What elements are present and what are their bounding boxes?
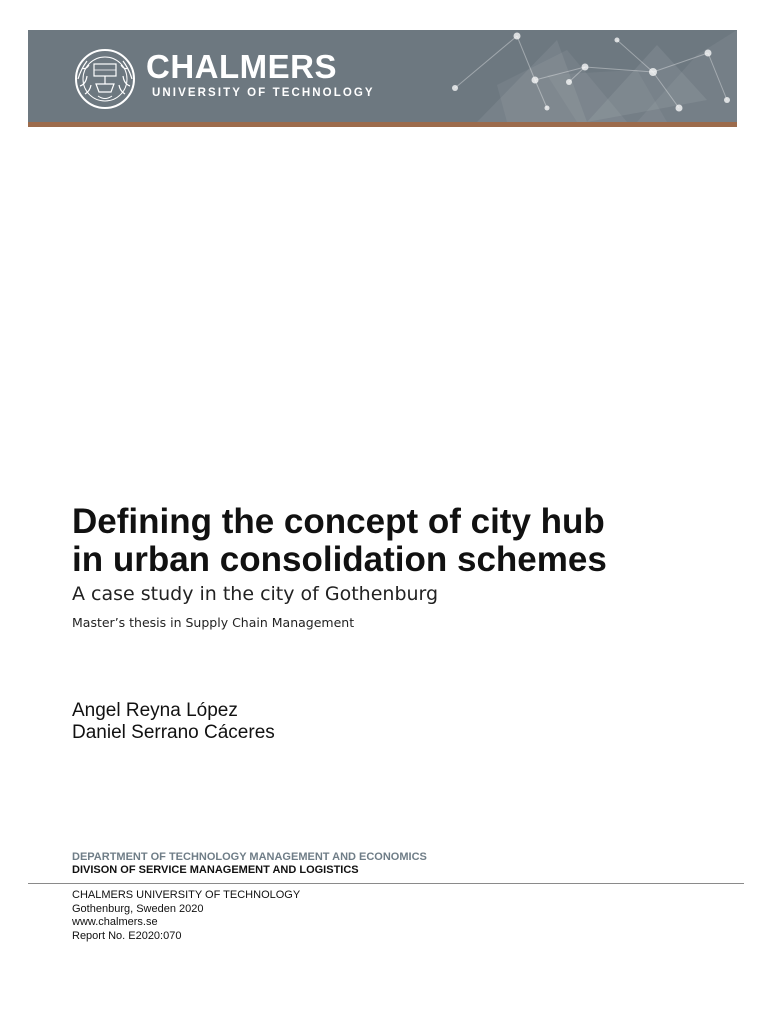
banner-accent-rule — [28, 122, 737, 127]
author-name: Angel Reyna López — [72, 700, 238, 721]
thesis-title — [72, 503, 732, 579]
brand-subtitle: UNIVERSITY OF TECHNOLOGY — [152, 87, 375, 99]
thesis-program: Master’s thesis in Supply Chain Management — [72, 615, 355, 630]
website-link[interactable]: www.chalmers.se — [72, 916, 158, 928]
publication-info — [72, 889, 300, 943]
author-name: Daniel Serrano Cáceres — [72, 722, 275, 743]
header-banner — [28, 30, 737, 122]
thesis-subtitle: A case study in the city of Gothenburg — [72, 583, 439, 605]
thesis-title-line: Defining the concept of city hub — [72, 502, 605, 541]
division-name: DIVISON OF SERVICE MANAGEMENT AND LOGISTICS — [72, 864, 359, 876]
report-number: Report No. E2020:070 — [72, 929, 182, 942]
brand-name: CHALMERS — [146, 48, 337, 85]
author-list — [72, 700, 275, 744]
thesis-title-line: in urban consolidation schemes — [72, 540, 607, 579]
chalmers-seal-logo — [72, 48, 138, 110]
university-name: CHALMERS UNIVERSITY OF TECHNOLOGY — [72, 889, 301, 901]
footer-divider — [28, 883, 744, 884]
publication-location: Gothenburg, Sweden 2020 — [72, 902, 204, 915]
network-pattern-graphic — [437, 30, 737, 122]
department-name: DEPARTMENT OF TECHNOLOGY MANAGEMENT AND ECONOMICS — [72, 851, 427, 863]
